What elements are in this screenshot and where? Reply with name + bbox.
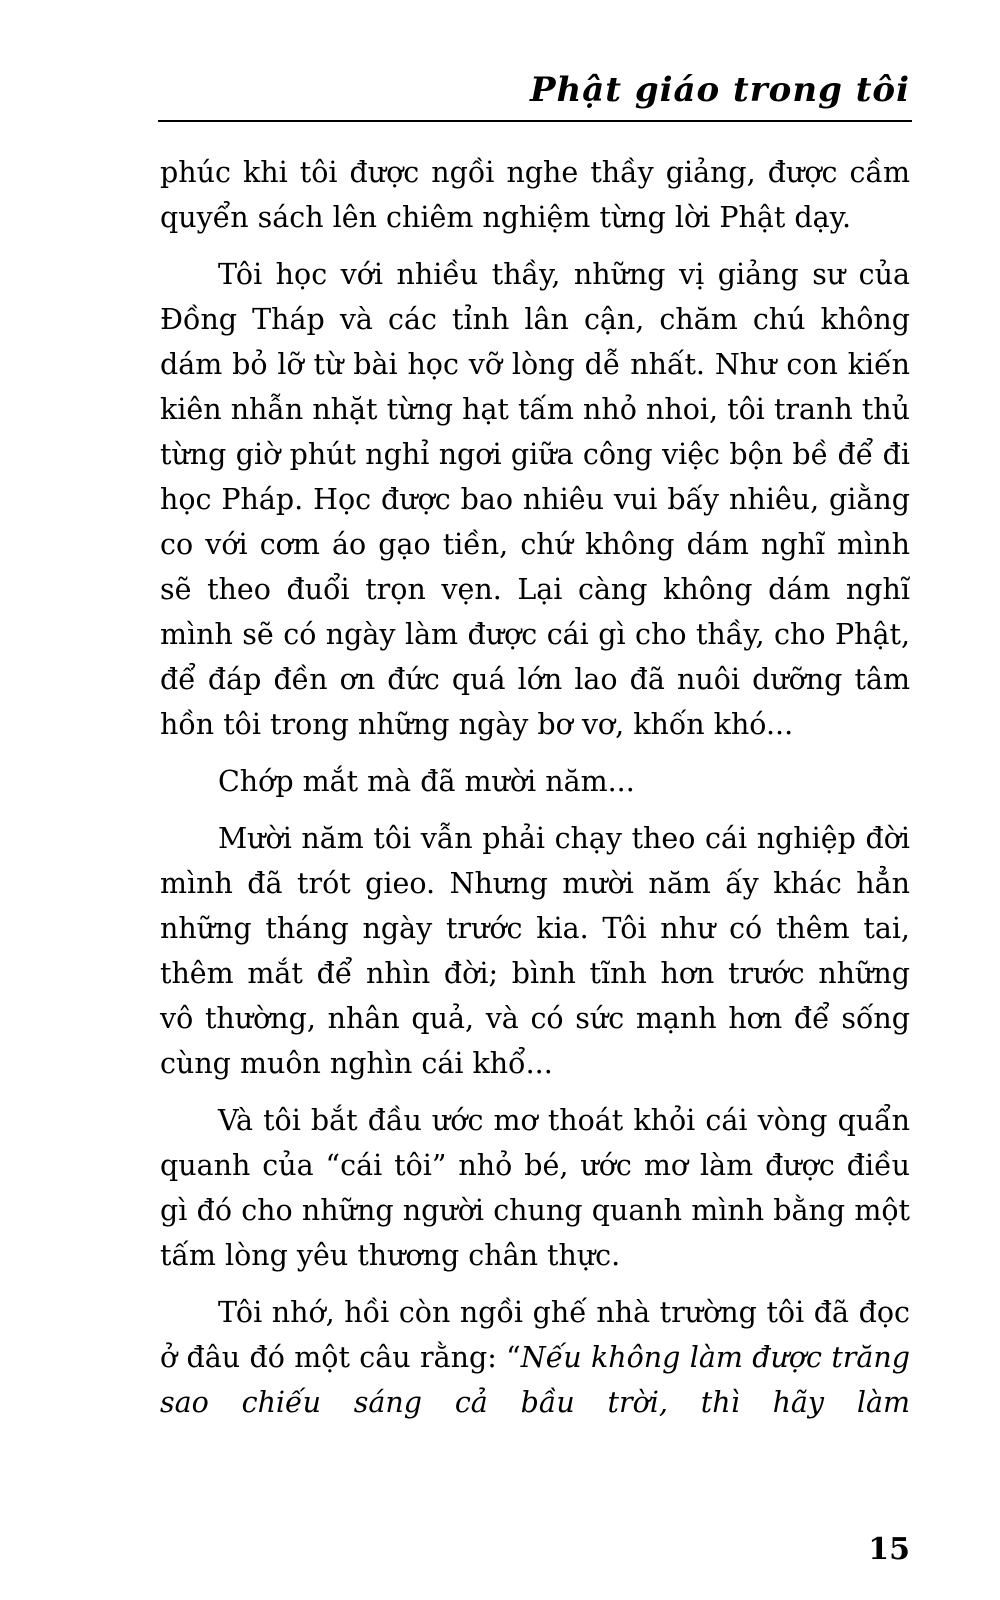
header-divider (158, 120, 912, 122)
body-text (160, 150, 910, 1437)
quoted-saying: Nếu không làm được trăng sao chiếu sáng cả bầu trời, thì hãy làm (160, 1341, 911, 1419)
paragraph-quote (160, 1290, 910, 1425)
paragraph-karma: Mười năm tôi vẫn phải chạy theo cái nghiệp đời mình đã trót gieo. Nhưng mười năm ấy khác hẳn những tháng ngày trước kia. Tôi như có thêm tai, thêm mắt để nhìn đời; bình tĩnh hơn trước những vô thường, nhân quả, và có sức mạnh hơn để sống cùng muôn nghìn cái khổ... (160, 822, 910, 1080)
page-number: 15 (868, 1532, 910, 1567)
paragraph-quote-intro: Tôi nhớ, hồi còn ngồi ghế nhà trường tôi đã đọc ở đâu đó một câu rằng: “ (160, 1296, 910, 1374)
paragraph-dream: Và tôi bắt đầu ước mơ thoát khỏi cái vòng quẩn quanh của “cái tôi” nhỏ bé, ước mơ làm được điều gì đó cho những người chung quanh mình bằng một tấm lòng yêu thương chân thực. (160, 1104, 910, 1272)
running-header-title: Phật giáo trong tôi (529, 70, 910, 110)
paragraph-studying-dharma: Tôi học với nhiều thầy, những vị giảng sư của Đồng Tháp và các tỉnh lân cận, chăm chú không dám bỏ lỡ từ bài học vỡ lòng dễ nhất. Như con kiến kiên nhẫn nhặt từng hạt tấm nhỏ nhoi, tôi tranh thủ từng giờ phút nghỉ ngơi giữa công việc bộn bề để đi học Pháp. Học được bao nhiêu vui bấy nhiêu, giằng co với cơm áo gạo tiền, chứ không dám nghĩ mình sẽ theo đuổi trọn vẹn. Lại càng không dám nghĩ mình sẽ có ngày làm được cái gì cho thầy, cho Phật, để đáp đền ơn đức quá lớn lao đã nuôi dưỡng tâm hồn tôi trong những ngày bơ vơ, khốn khó... (160, 258, 910, 741)
paragraph-continued: phúc khi tôi được ngồi nghe thầy giảng, được cầm quyển sách lên chiêm nghiệm từng lời Phật dạy. (160, 156, 910, 234)
paragraph-ten-years: Chớp mắt mà đã mười năm... (218, 765, 635, 798)
